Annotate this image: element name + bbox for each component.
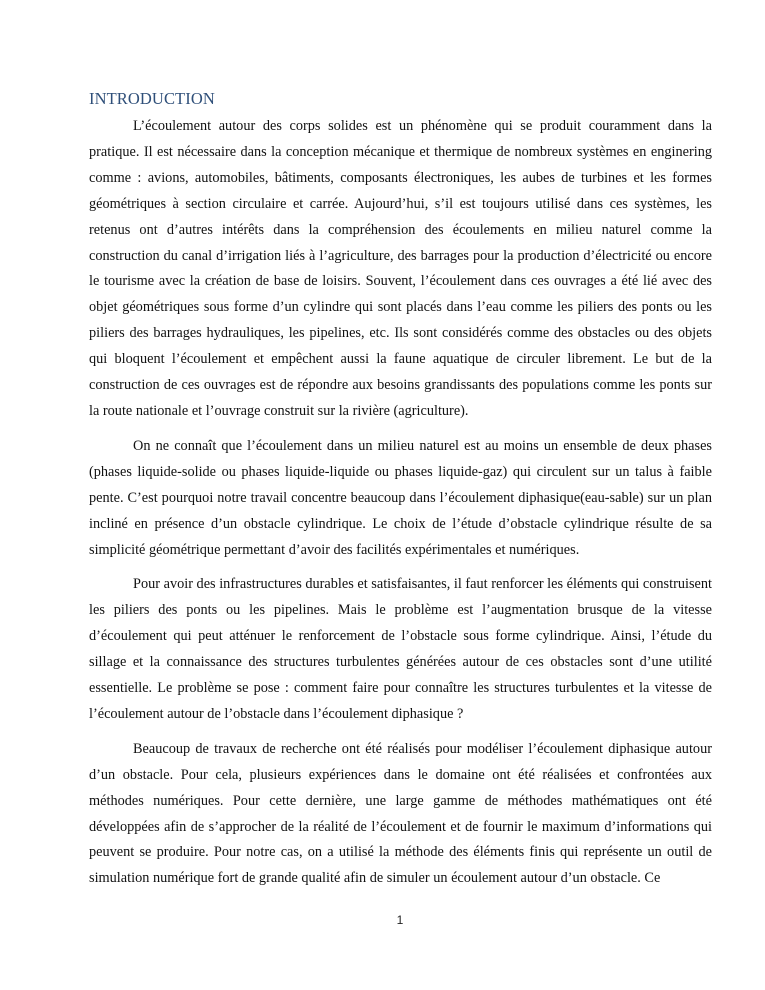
page-number: 1 [396, 913, 404, 927]
paragraph-4: Beaucoup de travaux de recherche ont été réalisés pour modéliser l’écoulement diphasique autour d’un obstacle. Pour cela, plusieurs expériences dans le domaine ont été réalisées et confrontées aux méthodes numériques. Pour cette dernière, une large gamme de méthodes mathématiques ont été développées afin de s’approcher de la réalité de l’écoulement et de fournir le maximum d’informations qui peuvent se produire. Pour notre cas, on a utilisé la méthode des éléments finis qui représente un outil de simulation numérique fort de grande qualité afin de simuler un écoulement autour d’un obstacle. Ce [89, 740, 712, 887]
body-text [89, 114, 712, 901]
paragraph-1: L’écoulement autour des corps solides est un phénomène qui se produit couramment dans la pratique. Il est nécessaire dans la conception mécanique et thermique de nombreux systèmes en enginering comme : avions, automobiles, bâtiments, composants électroniques, les aubes de turbines et les formes géométriques à section circulaire et carrée. Aujourd’hui, s’il est toujours utilisé dans ces systèmes, les retenus ont d’autres intérêts dans la compréhension des écoulements en milieu naturel comme la construction du canal d’irrigation liés à l’agriculture, des barrages pour la production d’électricité ou encore le tourisme avec la création de base de loisirs. Souvent, l’écoulement dans ces ouvrages a été lié avec des objet géométriques sous forme d’un cylindre qui sont placés dans l’eau comme les piliers des ponts ou les piliers des barrages hydrauliques, les pipelines, etc. Ils sont considérés comme des obstacles ou des objets qui bloquent l’écoulement et empêchent aussi la faune aquatique de circuler librement. Le but de la construction de ces ouvrages est de répondre aux besoins grandissants des populations comme les ponts sur la route nationale et l’ouvrage construit sur la rivière (agriculture). [89, 118, 712, 419]
paragraph-2: On ne connaît que l’écoulement dans un milieu naturel est au moins un ensemble de deux phases (phases liquide-solide ou phases liquide-liquide ou phases liquide-gaz) qui circulent sur un talus à faible pente. C’est pourquoi notre travail concentre beaucoup dans l’écoulement diphasique(eau-sable) sur un plan incliné en présence d’un obstacle cylindrique. Le choix de l’étude d’obstacle cylindrique résulte de sa simplicité géométrique permettant d’avoir des facilités expérimentales et numériques. [89, 437, 712, 558]
paragraph-3: Pour avoir des infrastructures durables et satisfaisantes, il faut renforcer les éléments qui construisent les piliers des ponts ou les pipelines. Mais le problème est l’augmentation brusque de la vitesse d’écoulement qui peut atténuer le renforcement de l’obstacle sous forme cylindrique. Ainsi, l’étude du sillage et la connaissance des structures turbulentes générées autour de ces obstacles sont d’une utilité essentielle. Le problème se pose : comment faire pour connaître les structures turbulentes et la vitesse de l’écoulement autour de l’obstacle dans l’écoulement diphasique ? [89, 576, 712, 722]
section-heading: INTRODUCTION [89, 89, 215, 108]
